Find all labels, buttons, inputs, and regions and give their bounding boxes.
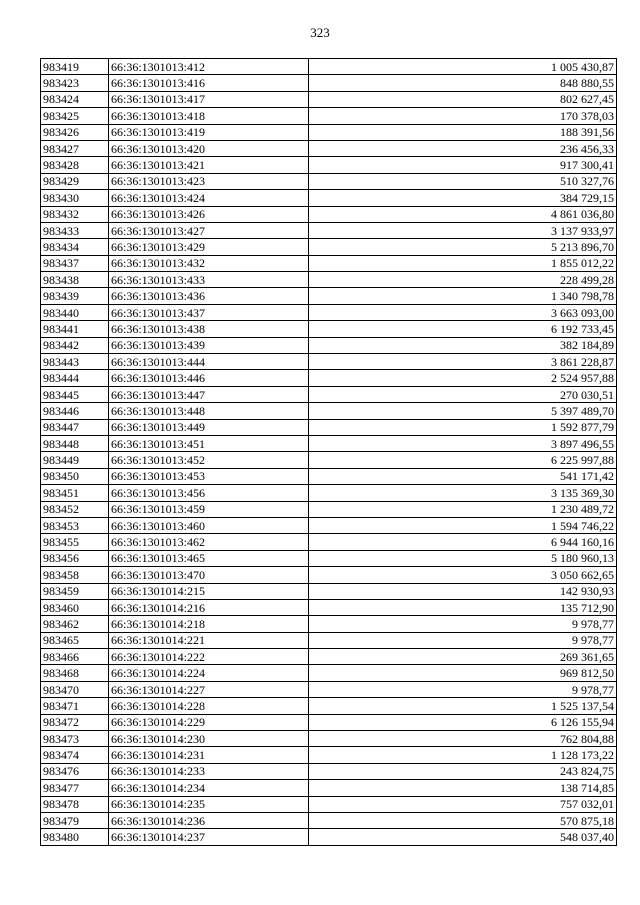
row-number-cell: 983479 bbox=[41, 812, 109, 828]
cadastral-number-cell: 66:36:1301013:438 bbox=[109, 321, 309, 337]
table-row bbox=[41, 681, 617, 697]
table-row bbox=[41, 91, 617, 107]
cadastral-number-cell: 66:36:1301013:421 bbox=[109, 157, 309, 173]
row-number-cell: 983439 bbox=[41, 288, 109, 304]
cadastral-number-cell: 66:36:1301014:229 bbox=[109, 714, 309, 730]
cadastral-number-cell: 66:36:1301013:459 bbox=[109, 501, 309, 517]
row-number-cell: 983446 bbox=[41, 403, 109, 419]
cadastral-value-cell: 1 855 012,22 bbox=[309, 255, 617, 271]
table-row bbox=[41, 337, 617, 353]
cadastral-value-cell: 762 804,88 bbox=[309, 731, 617, 747]
cadastral-value-cell: 1 592 877,79 bbox=[309, 419, 617, 435]
table-row bbox=[41, 239, 617, 255]
table-row bbox=[41, 796, 617, 812]
cadastral-number-cell: 66:36:1301013:437 bbox=[109, 304, 309, 320]
table-row bbox=[41, 288, 617, 304]
cadastral-number-cell: 66:36:1301013:427 bbox=[109, 222, 309, 238]
cadastral-value-cell: 3 897 496,55 bbox=[309, 435, 617, 451]
table-row bbox=[41, 583, 617, 599]
cadastral-value-cell: 757 032,01 bbox=[309, 796, 617, 812]
table-row bbox=[41, 157, 617, 173]
cadastral-value-cell: 1 230 489,72 bbox=[309, 501, 617, 517]
row-number-cell: 983460 bbox=[41, 599, 109, 615]
row-number-cell: 983437 bbox=[41, 255, 109, 271]
cadastral-number-cell: 66:36:1301013:426 bbox=[109, 206, 309, 222]
cadastral-number-cell: 66:36:1301013:419 bbox=[109, 124, 309, 140]
cadastral-value-cell: 6 944 160,16 bbox=[309, 534, 617, 550]
row-number-cell: 983445 bbox=[41, 386, 109, 402]
cadastral-value-cell: 9 978,77 bbox=[309, 681, 617, 697]
cadastral-number-cell: 66:36:1301014:215 bbox=[109, 583, 309, 599]
cadastral-value-cell: 4 861 036,80 bbox=[309, 206, 617, 222]
row-number-cell: 983441 bbox=[41, 321, 109, 337]
cadastral-value-cell: 6 225 997,88 bbox=[309, 452, 617, 468]
cadastral-value-cell: 969 812,50 bbox=[309, 665, 617, 681]
row-number-cell: 983478 bbox=[41, 796, 109, 812]
cadastral-number-cell: 66:36:1301013:447 bbox=[109, 386, 309, 402]
cadastral-number-cell: 66:36:1301013:453 bbox=[109, 468, 309, 484]
cadastral-number-cell: 66:36:1301013:424 bbox=[109, 190, 309, 206]
cadastral-number-cell: 66:36:1301014:233 bbox=[109, 763, 309, 779]
cadastral-number-cell: 66:36:1301014:235 bbox=[109, 796, 309, 812]
row-number-cell: 983444 bbox=[41, 370, 109, 386]
cadastral-number-cell: 66:36:1301013:429 bbox=[109, 239, 309, 255]
row-number-cell: 983471 bbox=[41, 698, 109, 714]
row-number-cell: 983456 bbox=[41, 550, 109, 566]
cadastral-value-cell: 270 030,51 bbox=[309, 386, 617, 402]
table-row bbox=[41, 812, 617, 828]
cadastral-value-cell: 917 300,41 bbox=[309, 157, 617, 173]
cadastral-value-cell: 135 712,90 bbox=[309, 599, 617, 615]
row-number-cell: 983470 bbox=[41, 681, 109, 697]
cadastral-number-cell: 66:36:1301013:449 bbox=[109, 419, 309, 435]
table-row bbox=[41, 108, 617, 124]
table-body bbox=[41, 59, 617, 846]
cadastral-value-cell: 6 192 733,45 bbox=[309, 321, 617, 337]
row-number-cell: 983426 bbox=[41, 124, 109, 140]
row-number-cell: 983423 bbox=[41, 75, 109, 91]
cadastral-value-cell: 228 499,28 bbox=[309, 272, 617, 288]
cadastral-number-cell: 66:36:1301013:439 bbox=[109, 337, 309, 353]
cadastral-value-cell: 3 137 933,97 bbox=[309, 222, 617, 238]
cadastral-number-cell: 66:36:1301014:234 bbox=[109, 780, 309, 796]
table-row bbox=[41, 468, 617, 484]
table-row bbox=[41, 304, 617, 320]
table-row bbox=[41, 567, 617, 583]
row-number-cell: 983459 bbox=[41, 583, 109, 599]
cadastral-value-cell: 1 340 798,78 bbox=[309, 288, 617, 304]
cadastral-value-cell: 5 180 960,13 bbox=[309, 550, 617, 566]
cadastral-number-cell: 66:36:1301013:448 bbox=[109, 403, 309, 419]
cadastral-number-cell: 66:36:1301013:412 bbox=[109, 59, 309, 75]
cadastral-value-cell: 1 594 746,22 bbox=[309, 517, 617, 533]
cadastral-value-cell: 384 729,15 bbox=[309, 190, 617, 206]
table-row bbox=[41, 206, 617, 222]
table-row bbox=[41, 763, 617, 779]
cadastral-number-cell: 66:36:1301014:218 bbox=[109, 616, 309, 632]
cadastral-number-cell: 66:36:1301013:433 bbox=[109, 272, 309, 288]
cadastral-value-cell: 3 861 228,87 bbox=[309, 354, 617, 370]
cadastral-number-cell: 66:36:1301014:221 bbox=[109, 632, 309, 648]
cadastral-number-cell: 66:36:1301013:432 bbox=[109, 255, 309, 271]
row-number-cell: 983449 bbox=[41, 452, 109, 468]
cadastral-value-cell: 1 525 137,54 bbox=[309, 698, 617, 714]
cadastral-number-cell: 66:36:1301013:436 bbox=[109, 288, 309, 304]
row-number-cell: 983432 bbox=[41, 206, 109, 222]
row-number-cell: 983472 bbox=[41, 714, 109, 730]
table-row bbox=[41, 403, 617, 419]
table-row bbox=[41, 517, 617, 533]
table-row bbox=[41, 354, 617, 370]
page-number: 323 bbox=[310, 25, 330, 40]
row-number-cell: 983442 bbox=[41, 337, 109, 353]
cadastral-value-cell: 138 714,85 bbox=[309, 780, 617, 796]
cadastral-number-cell: 66:36:1301013:420 bbox=[109, 140, 309, 156]
cadastral-value-cell: 142 930,93 bbox=[309, 583, 617, 599]
cadastral-value-cell: 570 875,18 bbox=[309, 812, 617, 828]
table-row bbox=[41, 829, 617, 845]
row-number-cell: 983430 bbox=[41, 190, 109, 206]
cadastral-number-cell: 66:36:1301013:470 bbox=[109, 567, 309, 583]
table-row bbox=[41, 386, 617, 402]
cadastral-number-cell: 66:36:1301013:460 bbox=[109, 517, 309, 533]
table-row bbox=[41, 649, 617, 665]
cadastral-number-cell: 66:36:1301013:444 bbox=[109, 354, 309, 370]
row-number-cell: 983450 bbox=[41, 468, 109, 484]
row-number-cell: 983468 bbox=[41, 665, 109, 681]
cadastral-number-cell: 66:36:1301014:237 bbox=[109, 829, 309, 845]
cadastral-number-cell: 66:36:1301014:216 bbox=[109, 599, 309, 615]
table-row bbox=[41, 780, 617, 796]
row-number-cell: 983466 bbox=[41, 649, 109, 665]
cadastral-number-cell: 66:36:1301013:462 bbox=[109, 534, 309, 550]
row-number-cell: 983447 bbox=[41, 419, 109, 435]
cadastral-number-cell: 66:36:1301014:236 bbox=[109, 812, 309, 828]
cadastral-number-cell: 66:36:1301013:456 bbox=[109, 485, 309, 501]
table-row bbox=[41, 501, 617, 517]
table-row bbox=[41, 714, 617, 730]
cadastral-number-cell: 66:36:1301013:465 bbox=[109, 550, 309, 566]
table-row bbox=[41, 59, 617, 75]
cadastral-value-cell: 188 391,56 bbox=[309, 124, 617, 140]
cadastral-number-cell: 66:36:1301014:228 bbox=[109, 698, 309, 714]
row-number-cell: 983453 bbox=[41, 517, 109, 533]
cadastral-value-cell: 6 126 155,94 bbox=[309, 714, 617, 730]
table-row bbox=[41, 190, 617, 206]
row-number-cell: 983474 bbox=[41, 747, 109, 763]
cadastral-number-cell: 66:36:1301013:452 bbox=[109, 452, 309, 468]
table-row bbox=[41, 731, 617, 747]
table-row bbox=[41, 485, 617, 501]
cadastral-number-cell: 66:36:1301013:418 bbox=[109, 108, 309, 124]
table-row bbox=[41, 173, 617, 189]
cadastral-value-cell: 3 050 662,65 bbox=[309, 567, 617, 583]
row-number-cell: 983438 bbox=[41, 272, 109, 288]
cadastral-value-cell: 510 327,76 bbox=[309, 173, 617, 189]
cadastral-value-cell: 170 378,03 bbox=[309, 108, 617, 124]
row-number-cell: 983440 bbox=[41, 304, 109, 320]
table-row bbox=[41, 75, 617, 91]
row-number-cell: 983429 bbox=[41, 173, 109, 189]
row-number-cell: 983427 bbox=[41, 140, 109, 156]
row-number-cell: 983451 bbox=[41, 485, 109, 501]
row-number-cell: 983448 bbox=[41, 435, 109, 451]
cadastral-number-cell: 66:36:1301014:222 bbox=[109, 649, 309, 665]
cadastral-number-cell: 66:36:1301013:417 bbox=[109, 91, 309, 107]
table-row bbox=[41, 632, 617, 648]
cadastral-value-cell: 541 171,42 bbox=[309, 468, 617, 484]
cadastral-value-cell: 9 978,77 bbox=[309, 616, 617, 632]
row-number-cell: 983462 bbox=[41, 616, 109, 632]
cadastral-value-cell: 269 361,65 bbox=[309, 649, 617, 665]
cadastral-value-cell: 1 005 430,87 bbox=[309, 59, 617, 75]
table-row bbox=[41, 255, 617, 271]
table-row bbox=[41, 419, 617, 435]
cadastral-value-cell: 802 627,45 bbox=[309, 91, 617, 107]
cadastral-number-cell: 66:36:1301013:451 bbox=[109, 435, 309, 451]
cadastral-value-cell: 5 397 489,70 bbox=[309, 403, 617, 419]
cadastral-value-cell: 3 663 093,00 bbox=[309, 304, 617, 320]
row-number-cell: 983476 bbox=[41, 763, 109, 779]
cadastral-value-table bbox=[40, 58, 617, 846]
row-number-cell: 983473 bbox=[41, 731, 109, 747]
cadastral-value-cell: 9 978,77 bbox=[309, 632, 617, 648]
cadastral-value-cell: 848 880,55 bbox=[309, 75, 617, 91]
table-row bbox=[41, 435, 617, 451]
cadastral-value-cell: 2 524 957,88 bbox=[309, 370, 617, 386]
table-row bbox=[41, 124, 617, 140]
cadastral-number-cell: 66:36:1301013:446 bbox=[109, 370, 309, 386]
table-row bbox=[41, 747, 617, 763]
cadastral-value-cell: 1 128 173,22 bbox=[309, 747, 617, 763]
row-number-cell: 983419 bbox=[41, 59, 109, 75]
row-number-cell: 983428 bbox=[41, 157, 109, 173]
table-row bbox=[41, 534, 617, 550]
table-row bbox=[41, 616, 617, 632]
table-row bbox=[41, 272, 617, 288]
cadastral-value-cell: 236 456,33 bbox=[309, 140, 617, 156]
row-number-cell: 983443 bbox=[41, 354, 109, 370]
table-row bbox=[41, 321, 617, 337]
cadastral-number-cell: 66:36:1301014:227 bbox=[109, 681, 309, 697]
row-number-cell: 983477 bbox=[41, 780, 109, 796]
table-row bbox=[41, 698, 617, 714]
row-number-cell: 983480 bbox=[41, 829, 109, 845]
row-number-cell: 983455 bbox=[41, 534, 109, 550]
cadastral-number-cell: 66:36:1301014:230 bbox=[109, 731, 309, 747]
table-row bbox=[41, 140, 617, 156]
table-row bbox=[41, 222, 617, 238]
row-number-cell: 983465 bbox=[41, 632, 109, 648]
row-number-cell: 983458 bbox=[41, 567, 109, 583]
row-number-cell: 983452 bbox=[41, 501, 109, 517]
cadastral-number-cell: 66:36:1301013:423 bbox=[109, 173, 309, 189]
row-number-cell: 983433 bbox=[41, 222, 109, 238]
cadastral-value-cell: 243 824,75 bbox=[309, 763, 617, 779]
cadastral-value-cell: 5 213 896,70 bbox=[309, 239, 617, 255]
table-row bbox=[41, 550, 617, 566]
cadastral-number-cell: 66:36:1301013:416 bbox=[109, 75, 309, 91]
table-row bbox=[41, 370, 617, 386]
table-row bbox=[41, 599, 617, 615]
cadastral-value-cell: 382 184,89 bbox=[309, 337, 617, 353]
cadastral-value-cell: 3 135 369,30 bbox=[309, 485, 617, 501]
cadastral-value-cell: 548 037,40 bbox=[309, 829, 617, 845]
row-number-cell: 983424 bbox=[41, 91, 109, 107]
row-number-cell: 983434 bbox=[41, 239, 109, 255]
table-row bbox=[41, 452, 617, 468]
table-row bbox=[41, 665, 617, 681]
cadastral-number-cell: 66:36:1301014:231 bbox=[109, 747, 309, 763]
row-number-cell: 983425 bbox=[41, 108, 109, 124]
cadastral-number-cell: 66:36:1301014:224 bbox=[109, 665, 309, 681]
